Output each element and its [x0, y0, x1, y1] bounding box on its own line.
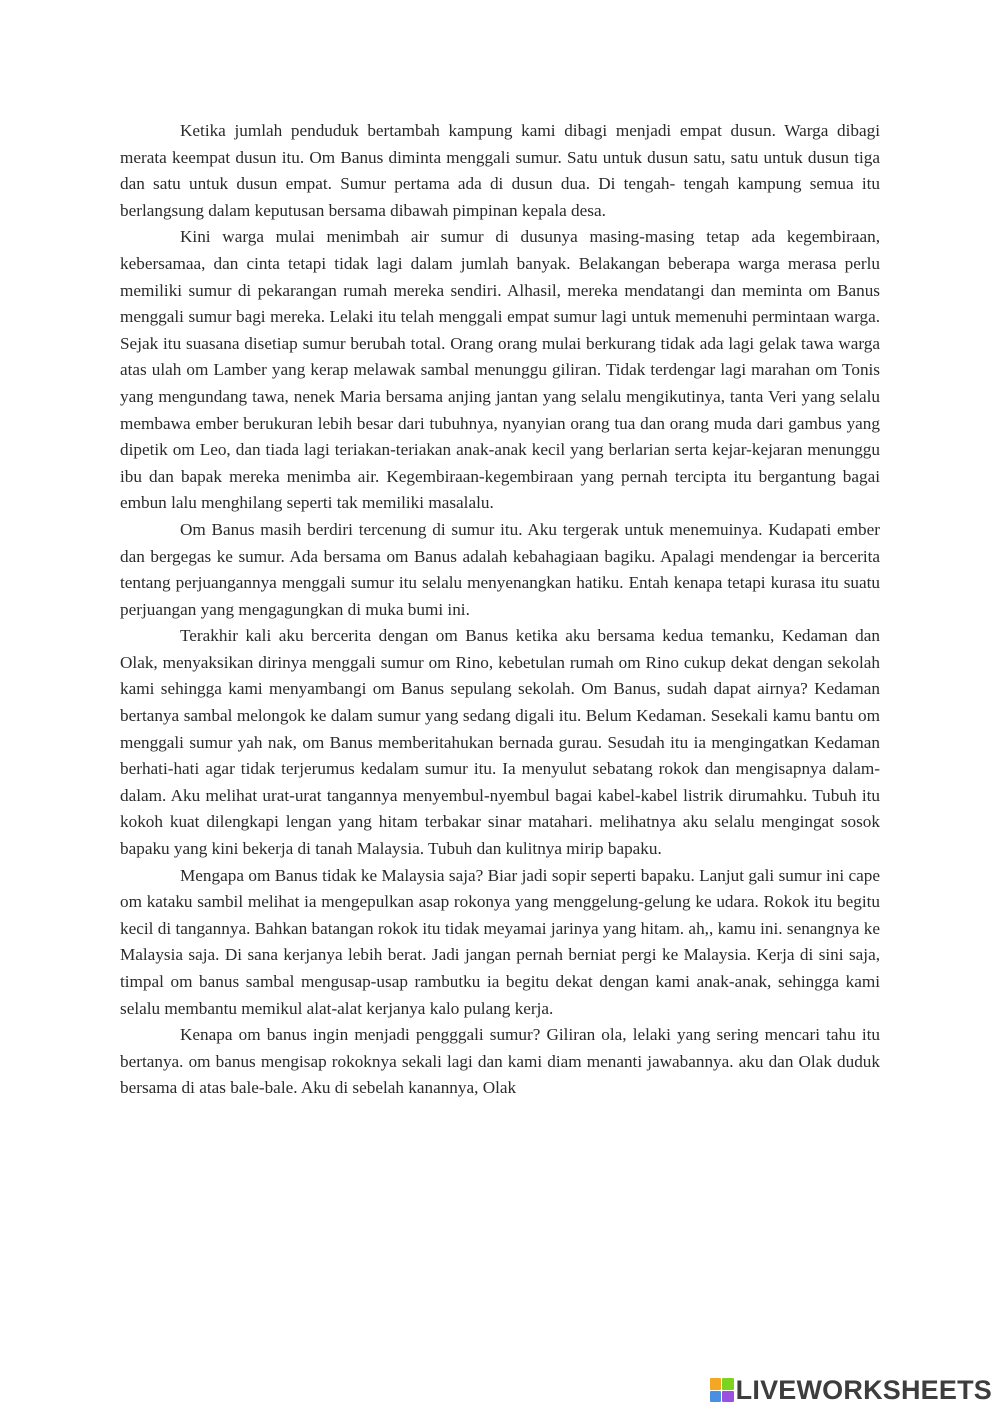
paragraph-2: Kini warga mulai menimbah air sumur di dusunya masing-masing tetap ada kegembiraan, kebersamaa, dan cinta tetapi tidak lagi dalam jumlah banyak. Belakangan beberapa warga merasa perlu memiliki sumur di pekarangan rumah mereka sendiri. Alhasil, mereka mendatangi dan meminta om Banus menggali sumur bagi mereka. Lelaki itu telah menggali empat sumur lagi untuk memenuhi permintaan warga. Sejak itu suasana disetiap sumur berubah total. Orang orang mulai berkurang tidak ada lagi gelak tawa warga atas ulah om Lamber yang kerap melawak sambal menunggu giliran. Tidak terdengar lagi marahan om Tonis yang mengundang tawa, nenek Maria bersama anjing jantan yang selalu mengikutinya, tanta Veri yang selalu membawa ember berukuran lebih besar dari tubuhnya, nyanyian orang tua dan orang muda dari gambus yang dipetik om Leo, dan tiada lagi teriakan-teriakan anak-anak kecil yang berlarian serta kejar-kejaran menunggu ibu dan bapak mereka menimba air. Kegembiraan-kegembiraan yang pernah tercipta itu bergantung bagai embun lalu menghilang seperti tak memiliki masalalu. — [120, 227, 880, 513]
logo-square-1 — [710, 1378, 722, 1390]
liveworksheets-logo[interactable] — [710, 1375, 992, 1405]
document-page — [120, 118, 880, 1102]
paragraph-5: Mengapa om Banus tidak ke Malaysia saja? Biar jadi sopir seperti bapaku. Lanjut gali sumur ini cape om kataku sambil melihat ia mengepulkan asap rokonya yang menggelung-gelung ke udara. Rokok itu begitu kecil di tangannya. Bahkan batangan rokok itu tidak meyamai jarinya yang hitam. ah,, kamu ini. senangnya ke Malaysia saja. Di sana kerjanya lebih berat. Jadi jangan pernah berniat pergi ke Malaysia. Kerja di sini saja, timpal om banus sambal mengusap-usap rambutku ia begitu dekat dengan kami anak-anak, sehingga kami selalu membantu memikul alat-alat kerjanya kalo pulang kerja. — [120, 865, 880, 1018]
logo-square-4 — [722, 1391, 734, 1403]
logo-text: LIVEWORKSHEETS — [735, 1374, 992, 1405]
paragraph-1: Ketika jumlah penduduk bertambah kampung kami dibagi menjadi empat dusun. Warga dibagi merata keempat dusun itu. Om Banus diminta menggali sumur. Satu untuk dusun satu, satu untuk dusun tiga dan satu untuk dusun empat. Sumur pertama ada di dusun dua. Di tengah- tengah kampung semua itu berlangsung dalam keputusan bersama dibawah pimpinan kepala desa. — [120, 121, 880, 220]
logo-square-3 — [710, 1391, 722, 1403]
paragraph-4: Terakhir kali aku bercerita dengan om Banus ketika aku bersama kedua temanku, Kedaman dan Olak, menyaksikan dirinya menggali sumur om Rino, kebetulan rumah om Rino cukup dekat dengan sekolah kami sehingga kami menyambangi om Banus sepulang sekolah. Om Banus, sudah dapat airnya? Kedaman bertanya sambal melongok ke dalam sumur yang sedang digali itu. Belum Kedaman. Sesekali kamu bantu om menggali sumur yah nak, om Banus memberitahukan bernada gurau. Sesudah itu ia mengingatkan Kedaman berhati-hati agar tidak terjerumus kedalam sumur itu. Ia menyulut sebatang rokok dan mengisapnya dalam-dalam. Aku melihat urat-urat tangannya menyembul-nyembul bagai kabel-kabel listrik dirumahku. Tubuh itu kokoh kuat dilengkapi lengan yang hitam terbakar sinar matahari. melihatnya aku selalu mengingat sosok bapaku yang kini bekerja di tanah Malaysia. Tubuh dan kulitnya mirip bapaku. — [120, 626, 880, 859]
liveworksheets-logo-icon — [710, 1378, 734, 1402]
paragraph-6: Kenapa om banus ingin menjadi pengggali sumur? Giliran ola, lelaki yang sering mencari tahu itu bertanya. om banus mengisap rokoknya sekali lagi dan kami diam menanti jawabannya. aku dan Olak duduk bersama di atas bale-bale. Aku di sebelah kanannya, Olak — [120, 1025, 880, 1098]
paragraph-3: Om Banus masih berdiri tercenung di sumur itu. Aku tergerak untuk menemuinya. Kudapati ember dan bergegas ke sumur. Ada bersama om Banus adalah kebahagiaan bagiku. Apalagi mendengar ia bercerita tentang perjuangannya menggali sumur itu selalu menyenangkan hatiku. Entah kenapa tetapi kurasa itu suatu perjuangan yang mengagungkan di muka bumi ini. — [120, 519, 880, 619]
logo-square-2 — [722, 1378, 734, 1390]
